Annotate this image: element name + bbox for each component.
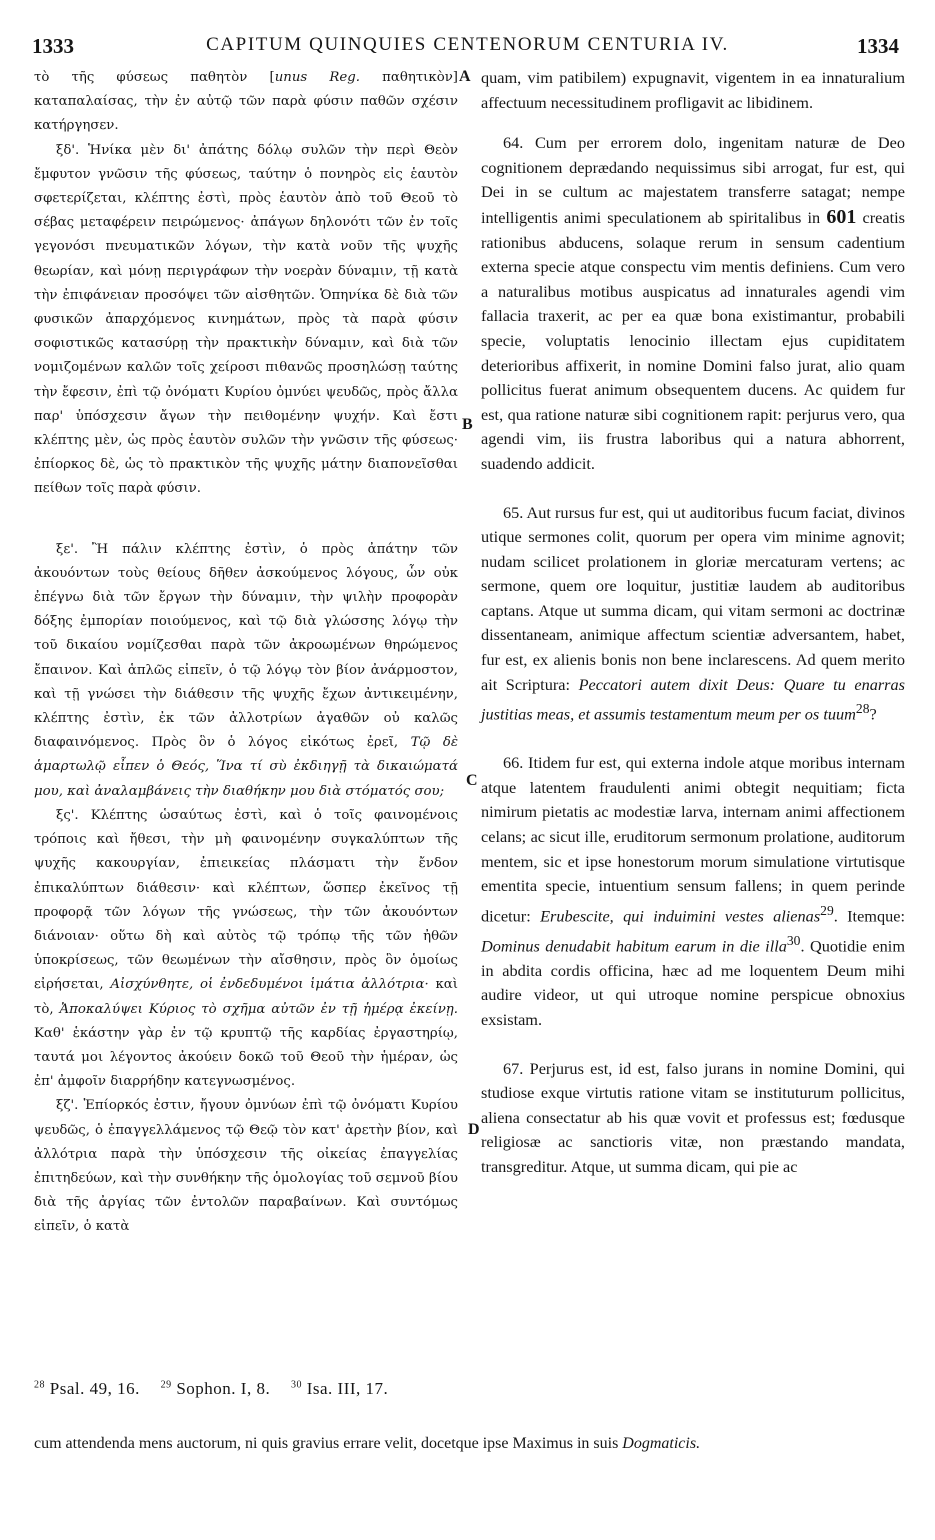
margin-letter-c: C <box>466 772 478 789</box>
footnote: $^{28}$ Psal. 49, 16. <box>34 1379 140 1398</box>
footnote: $^{30}$ Isa. III, 17. <box>290 1379 389 1398</box>
margin-letter-a: A <box>459 68 471 85</box>
footnote: $^{29}$ Sophon. I, 8. <box>160 1379 271 1398</box>
latin-scripture-quote: Dominus denudabit habitum earum in die illa <box>481 936 787 956</box>
footnotes <box>34 1379 404 1399</box>
footnote-ref: 29 <box>820 902 834 918</box>
page-header <box>0 34 935 62</box>
greek-scripture-quote: Ἀποκαλύψει Κύριος τὸ σχῆμα αὐτῶν ἐν τῇ ἡμέρᾳ ἐκείνῃ. <box>59 1001 458 1017</box>
greek-scripture-quote: Τῷ δὲ ἁμαρτωλῷ εἶπεν ὁ Θεός, Ἵνα τί σὺ ἐκδιηγῇ τὰ δικαιώματά μου, καὶ ἀναλαμβάνεις τὴν διαθήκην μου διὰ στόματός σου; <box>34 735 458 799</box>
latin-scripture-quote: Erubescite, qui induimini vestes alienas <box>540 906 821 926</box>
greek-paragraph-63-end: τὸ τῆς φύσεως παθητὸν [unus Reg. παθητικὸν] καταπαλαίσας, τὴν ἐν αὐτῷ τῶν παρὰ φύσιν παθῶν σχέσιν κατήργησεν. <box>34 70 458 134</box>
column-number: 601 <box>826 205 857 228</box>
editorial-note: unus Reg. <box>274 70 360 85</box>
margin-letter-b: B <box>462 416 473 433</box>
latin-paragraph-64: 64. Cum per errorem dolo, ingenitam naturæ de Deo cognitionem deprædando nequissimus sibi arrogat, fur est, qui Dei in se cultum ac majestatem transferre satagat; nempe intelligentis animi speculationem ab spiritalibus in 601 creatis rationibus abducens, solaque rerum in sensum cadentium externa specie atque conspectu vim mentis definiens. Cum vero a naturalibus motibus auspicatus ad innaturales agendi vim fallacia traxerit, ac per ea quæ bona existimantur, probabili specie, voluptatis lenocinio illectam ejus cupiditatem deterioribus affixerit, in nomine Domini falso jurat, alio quam pollicitus fuerat animum obsequentem ducens. Ac quidem fur est, qua ratione naturæ sibi cognitionem rapit: perjurus vero, qua agendi vim, iis frustra laboribus qui a natura abhorrent, suadendo addicit. <box>481 133 906 473</box>
greek-paragraph-66: ξς'. Κλέπτης ὡσαύτως ἐστὶ, καὶ ὁ τοῖς φαινομένοις τρόποις καὶ ἤθεσι, τὴν μὴ φαινομένην συγκαλύπτων τῆς ψυχῆς κακουργίαν, ἐπιεικείας πλάσματι τὴν ἔνδον ἐπικαλύπτων διάθεσιν· καὶ κλέπτων, ὥσπερ ἐκεῖνος τῇ προφορᾷ τῶν λόγων τῆς γνώσεως, τὴν τῶν ἀκουόντων διάνοιαν· οὕτω δὴ καὶ αὐτὸς τῷ τρόπῳ τῆς τῶν ἠθῶν ὑποκρίσεως, τῶν θεωμένων τὴν αἴσθησιν, πρὸς ὃν ὁμοίως εἰρήσεται, Αἰσχύνθητε, οἱ ἐνδεδυμένοι ἱμάτια ἀλλότρια· καὶ τὸ, Ἀποκαλύψει Κύριος τὸ σχῆμα αὐτῶν ἐν τῇ ἡμέρᾳ ἐκείνῃ. Καθ' ἑκάστην γὰρ ἐν τῷ κρυπτῷ τῆς καρδίας ἐργαστηρίῳ, ταυτά μοι λέγοντος ἀκούειν δοκῶ τοῦ Θεοῦ τὴν ἡμέραν, ὡς ἐπ' ἀμφοῖν διαρρήδην κατεγνωσμένος. <box>34 807 458 1090</box>
latin-paragraph-65: 65. Aut rursus fur est, qui ut auditoribus fucum faciat, divinos utique sermones colit, quorum per opera vim minime agnovit; nudam scilicet prolationem in gloriæ mercaturam vertens; ac sermone, quem ore loquitur, justitiæ laudem ab auditoribus captans. Atque ut summa dicam, qui vitam sermoni ac doctrinæ dissentaneam, animique affectum scientiæ adversantem, habet, fur est, ex alienis bonis non bene inclarescens. Ad quem merito ait Scriptura: Peccatori autem dixit Deus: Quare tu enarras justitias meas, et assumis testamentum meum per os tuum$^{28}$? <box>481 502 905 724</box>
latin-paragraph-63-end: quam, vim patibilem) expugnavit, vigentem in ea innaturalium affectuum necessitudinem profligavit ac libidinem. <box>481 68 905 112</box>
footnote-ref: 28 <box>855 701 870 717</box>
footnote-ref: 30 <box>786 932 801 948</box>
page-number-right: 1334 <box>857 34 899 58</box>
running-title: CAPITUM QUINQUIES CENTENORUM CENTURIA IV. <box>206 34 729 55</box>
page-number-left: 1333 <box>32 34 74 58</box>
greek-paragraph-67: ξζ'. Ἐπίορκός ἐστιν, ἤγουν ὀμνύων ἐπὶ τῷ ὀνόματι Κυρίου ψευδῶς, ὁ ἐπαγγελλάμενος τῷ Θεῷ τὸν κατ' ἀρετὴν βίον, καὶ ἀλλότρια παρὰ τὴν ὑπόσχεσιν τῆς οἰκείας ἐπαγγελίας ἐπιτηδεύων, καὶ τὴν συνθήκην τῆς ὁμολογίας τοῦ σεμνοῦ βίου διὰ τῆς ἀργίας τῶν ἐντολῶν παραβαίνων. Καὶ συντόμως εἰπεῖν, ὁ κατὰ <box>34 1098 458 1235</box>
latin-paragraph-67: 67. Perjurus est, id est, falso jurans in nomine Domini, qui studiose exque virtutis ratione vitam se instituturum pollicitus, aliena consectatur ab his quæ vovit et professus est; fœdusque religiosæ ac sanctioris vitæ, non præstando mandata, transgreditur. Atque, ut summa dicam, qui pie ac <box>481 1058 905 1177</box>
greek-paragraph-65: ξε'. Ἢ πάλιν κλέπτης ἐστὶν, ὁ πρὸς ἀπάτην τῶν ἀκουόντων τοὺς θείους δῆθεν ἀσκούμενος λόγους, ὧν οὐκ ἐπέγνω διὰ τῶν ἔργων τὴν δύναμιν, τὴν ψιλὴν προφορὰν δόξης ἐμπορίαν ποιούμενος, καὶ τῷ διὰ γλώσσης λόγῳ τὴν τοῦ δικαίου νομίζεσθαι παρὰ τῶν ἀκροωμένων θηρώμενος ἔπαινον. Καὶ ἁπλῶς εἰπεῖν, ὁ τῷ λόγῳ τὸν βίον ἀνάρμοστον, καὶ τῇ γνώσει τὴν διάθεσιν τῆς ψυχῆς ἔχων ἀντικειμένην, κλέπτης ἐστὶν, ἐκ τῶν ἀλλοτρίων ἀγαθῶν οὐ καλῶς διαφαινόμενος. Πρὸς ὃν ὁ λόγος εἰκότως ἐρεῖ, Τῷ δὲ ἁμαρτωλῷ εἶπεν ὁ Θεός, Ἵνα τί σὺ ἐκδιηγῇ τὰ δικαιώματά μου, καὶ ἀναλαμβάνεις τὴν διαθήκην μου διὰ στόματός σου; <box>34 541 458 799</box>
editor-note: cum attendenda mens auctorum, ni quis gravius errare velit, docetque ipse Maximus in suis Dogmaticis. <box>34 1435 701 1452</box>
latin-column <box>481 66 905 1180</box>
greek-scripture-quote: Αἰσχύνθητε, οἱ ἐνδεδυμένοι ἱμάτια ἀλλότρια· <box>110 977 429 993</box>
greek-paragraph-64: ξδ'. Ἡνίκα μὲν δι' ἀπάτης δόλῳ συλῶν τὴν περὶ Θεὸν ἔμφυτον γνῶσιν τῆς φύσεως, ταύτην ὁ πονηρὸς εἰς ἑαυτὸν σφετερίζεται, κλέπτης ἐστὶ, πρὸς ἑαυτὸν ἀπὸ τοῦ Θεοῦ τὸ σέβας μεταφέρειν πειρώμενος· ἀπάγων δηλονότι τῶν ἐν τοῖς γεγονόσι πνευματικῶν λόγων, τὴν κατὰ νοῦν τῆς ψυχῆς θεωρίαν, καὶ μόνῃ περιγράφων τὴν νοερὰν δύναμιν, τῇ κατὰ τὴν ἐπιφάνειαν προσόψει τῶν αἰσθητῶν. Ὁπηνίκα δὲ διὰ τῶν φυσικῶν ἀπαρχόμενος κινημάτων, πρὸς τὰ παρὰ φύσιν σοφιστικῶς κατασύρῃ τὴν πρακτικὴν δύναμιν, καὶ διὰ τῶν νομιζομένων καλῶν τοῖς χείροσι πιθανῶς προσηλώσῃ ταύτης τὴν ἔφεσιν, ἐπὶ τῷ ὀνόματι Κυρίου ὀμνύει ψευδῶς, πρὸς ἄλλα παρ' ὑπόσχεσιν ἄγων τὴν πειθομένην ψυχήν. Καὶ ἔστι κλέπτης μὲν, ὡς πρὸς ἑαυτὸν συλῶν τὴν γνῶσιν τῆς φύσεως· ἐπίορκος δὲ, ὡς τὸ πρακτικὸν τῆς ψυχῆς μάτην διαπονεῖσθαι πείθων τοῖς παρὰ φύσιν. <box>34 142 458 497</box>
latin-paragraph-66: 66. Itidem fur est, qui externa indole atque moribus internam atque latentem fraudulenti animi obtegit nequitiam; ficta nimirum pietatis ac modestiæ larva, internam animi affectionem celans; ac sicut ille, eruditorum sermonum prolatione, auditorum mentem, sic et ipse honestorum morum simulatione virtutisque ementita specie, intuentium sensum fallens; in quem perinde dicetur: Erubescite, qui induimini vestes alienas$^{29}$. Itemque: Dominus denudabit habitum earum in die illa$^{30}$. Quotidie enim in abdita cordis officina, hæc ad me loquentem Deum mihi audire videor, ut qui utroque nomine perspicue obnoxius exsistam. <box>481 753 905 1030</box>
margin-letter-d: D <box>468 1121 480 1138</box>
greek-column <box>34 66 458 1240</box>
latin-scripture-quote: Peccatori autem dixit Deus: Quare tu enarras justitias meas, et assumis testamentum meum per os tuum <box>481 674 905 724</box>
